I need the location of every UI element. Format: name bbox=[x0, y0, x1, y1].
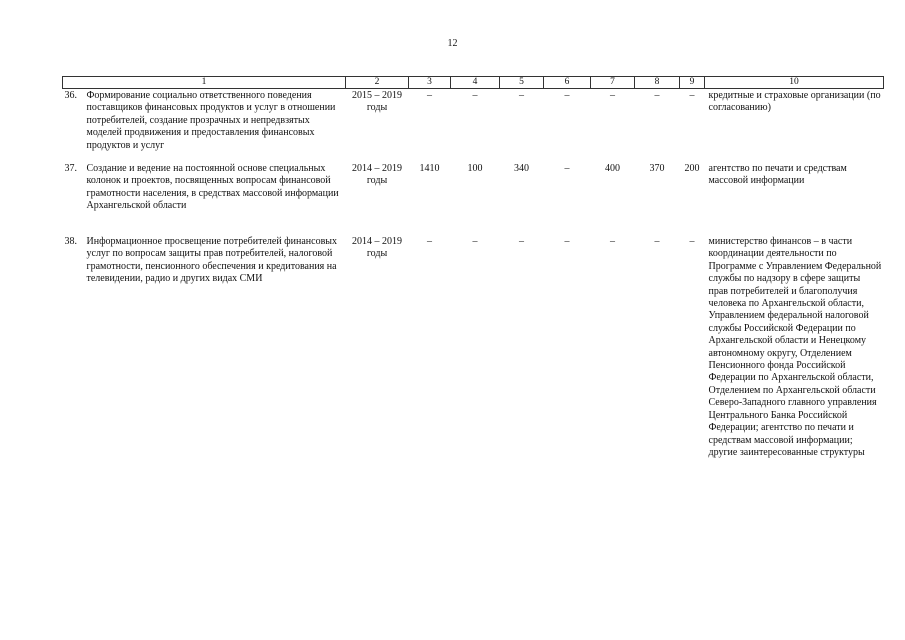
measure-text: Информационное просвещение потребителей финансовых услуг по вопросам защиты прав потребителей, налоговой грамотности, пенсионного обеспечения и кредитования на телевидении, радио и других видах СМИ bbox=[86, 236, 338, 285]
value-cell: – bbox=[564, 236, 570, 247]
value-cell: – bbox=[427, 90, 432, 101]
period-cell: 2014 – 2019 годы bbox=[352, 163, 402, 187]
value-cell: – bbox=[564, 163, 570, 174]
value-cell: 1410 bbox=[419, 163, 440, 174]
value-cell: 340 bbox=[514, 163, 529, 174]
period-cell: 2015 – 2019 годы bbox=[352, 90, 402, 114]
value-cell: – bbox=[689, 236, 695, 247]
header-col-2: 2 bbox=[346, 77, 409, 89]
period-cell: 2014 – 2019 годы bbox=[352, 236, 402, 260]
table-row bbox=[63, 162, 884, 235]
value-cell: 200 bbox=[684, 163, 700, 174]
value-cell: – bbox=[472, 90, 478, 101]
value-cell: – bbox=[472, 236, 478, 247]
value-cell: – bbox=[564, 90, 570, 101]
page-number: 12 bbox=[447, 38, 458, 49]
table-row bbox=[63, 89, 884, 163]
value-cell: – bbox=[689, 90, 695, 101]
header-col-3: 3 bbox=[409, 77, 451, 89]
header-col-6: 6 bbox=[544, 77, 591, 89]
header-col-1: 1 bbox=[63, 77, 346, 89]
table-row bbox=[63, 235, 884, 459]
value-cell: – bbox=[654, 90, 660, 101]
program-measures-table bbox=[62, 76, 884, 459]
header-col-9: 9 bbox=[680, 77, 705, 89]
value-cell: – bbox=[427, 236, 432, 247]
measure-text: Формирование социально ответственного поведения поставщиков финансовых продуктов и услуг в отношении потребителей, создание прозрачных и непредвзятых моделей продвижения и предоставления финансовых продуктов и услуг bbox=[86, 90, 336, 151]
row-number: 37. bbox=[64, 163, 77, 174]
header-col-8: 8 bbox=[635, 77, 680, 89]
program-table-wrapper bbox=[62, 76, 883, 459]
responsible-cell: агентство по печати и средствам массовой информации bbox=[708, 163, 847, 187]
responsible-cell: кредитные и страховые организации (по согласованию) bbox=[708, 90, 881, 114]
value-cell: 400 bbox=[605, 163, 620, 174]
table-header-row bbox=[63, 77, 884, 89]
value-cell: – bbox=[654, 236, 660, 247]
value-cell: – bbox=[610, 236, 615, 247]
measure-text: Создание и ведение на постоянной основе специальных колонок и проектов, посвященных вопросам финансовой грамотности населения, в средствах массовой информации Архангельской области bbox=[86, 163, 339, 212]
value-cell: 370 bbox=[649, 163, 665, 174]
value-cell: – bbox=[610, 90, 615, 101]
header-col-10: 10 bbox=[705, 77, 884, 89]
header-col-4: 4 bbox=[451, 77, 500, 89]
row-number: 36. bbox=[64, 90, 77, 101]
value-cell: – bbox=[519, 236, 524, 247]
header-col-5: 5 bbox=[500, 77, 544, 89]
value-cell: 100 bbox=[467, 163, 483, 174]
responsible-cell: министерство финансов – в части координации деятельности по Программе с Управлением Федеральной службы по надзору в сфере защиты прав потребителей и благополучия человека по Архангельской области, Управлением федеральной налоговой службы Российской Федерации по Архангельской области и Ненецкому автономному округу, Отделением Пенсионного фонда Российской Федерации по Архангельской области, Отделением по Архангельской области Северо-Западного главного управления Центрального Банка Российской Федерации; агентство по печати и средствам массовой информации; другие заинтересованные структуры bbox=[708, 236, 882, 458]
header-col-7: 7 bbox=[591, 77, 635, 89]
value-cell: – bbox=[519, 90, 524, 101]
row-number: 38. bbox=[64, 236, 77, 247]
